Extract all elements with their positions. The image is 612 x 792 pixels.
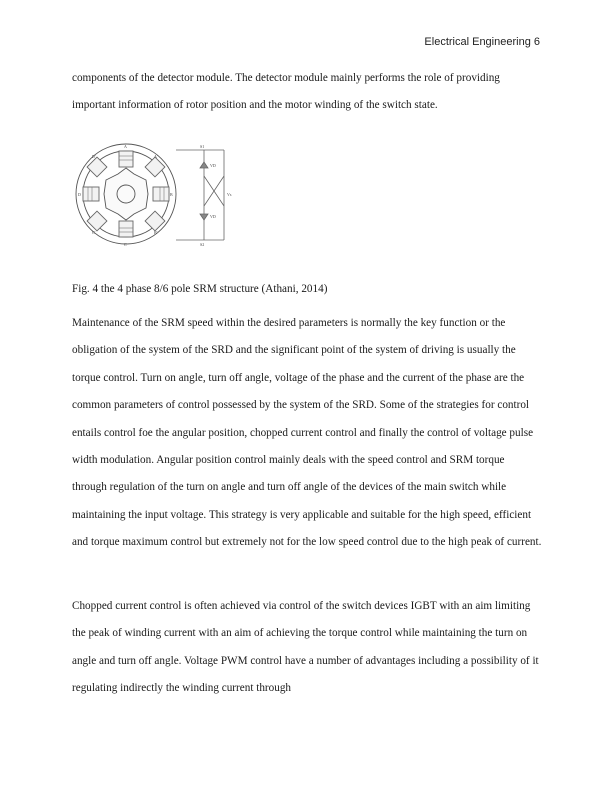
srm-motor-drawing bbox=[76, 144, 176, 244]
circuit-label: S1 bbox=[200, 144, 205, 149]
diode-bottom bbox=[200, 214, 208, 220]
stator-label: D bbox=[78, 192, 81, 197]
stator-label: D' bbox=[92, 154, 96, 159]
drive-circuit bbox=[176, 150, 224, 240]
paragraph-speed-control: Maintenance of the SRM speed within the desired parameters is normally the key function or the obligation of the system of the SRD and the significant point of the system of driving is usually the torque control. Turn on angle, turn off angle, voltage of the phase and the current of the phase are the common parameters of control possessed by the system of the SRD. Some of the strategies for control entails control foe the angular position, chopped current control and finally the control of voltage pulse width modulation. Angular position control mainly deals with the speed control and SRM torque through regulation of the turn on angle and turn off angle of the devices of the main switch while maintaining the input voltage. This strategy is very applicable and suitable for the high speed, efficient and torque maximum control but extremely not for the low speed control due to the high peak of current. bbox=[72, 317, 542, 549]
circuit-label: VD bbox=[210, 214, 216, 219]
paragraph-intro: components of the detector module. The detector module mainly performs the role of providing important information of rotor position and the motor winding of the switch state. bbox=[72, 72, 500, 112]
circuit-label: S2 bbox=[200, 242, 205, 247]
stator-label: A bbox=[124, 144, 127, 149]
rotor bbox=[104, 168, 148, 220]
stator-label: C' bbox=[92, 230, 96, 235]
running-head: Electrical Engineering 6 bbox=[424, 36, 540, 48]
stator-label: B bbox=[170, 192, 173, 197]
paragraph-chopped-current: Chopped current control is often achieved via control of the switch devices IGBT with an aim limiting the peak of winding current with an aim of achieving the torque control while maintaining the turn on angle and turn off angle. Voltage PWM control have a number of advantages including a possibility of it regulating indirectly the winding current through bbox=[72, 600, 539, 695]
circuit-label: Vs bbox=[227, 192, 232, 197]
diode-top bbox=[200, 162, 208, 168]
srm-structure-figure bbox=[74, 136, 236, 254]
stator-label: C bbox=[124, 242, 127, 247]
stator-label: B' bbox=[154, 230, 158, 235]
figure-caption: Fig. 4 the 4 phase 8/6 pole SRM structure (Athani, 2014) bbox=[72, 283, 328, 295]
stator-label: A' bbox=[154, 154, 158, 159]
circuit-label: VD bbox=[210, 163, 216, 168]
